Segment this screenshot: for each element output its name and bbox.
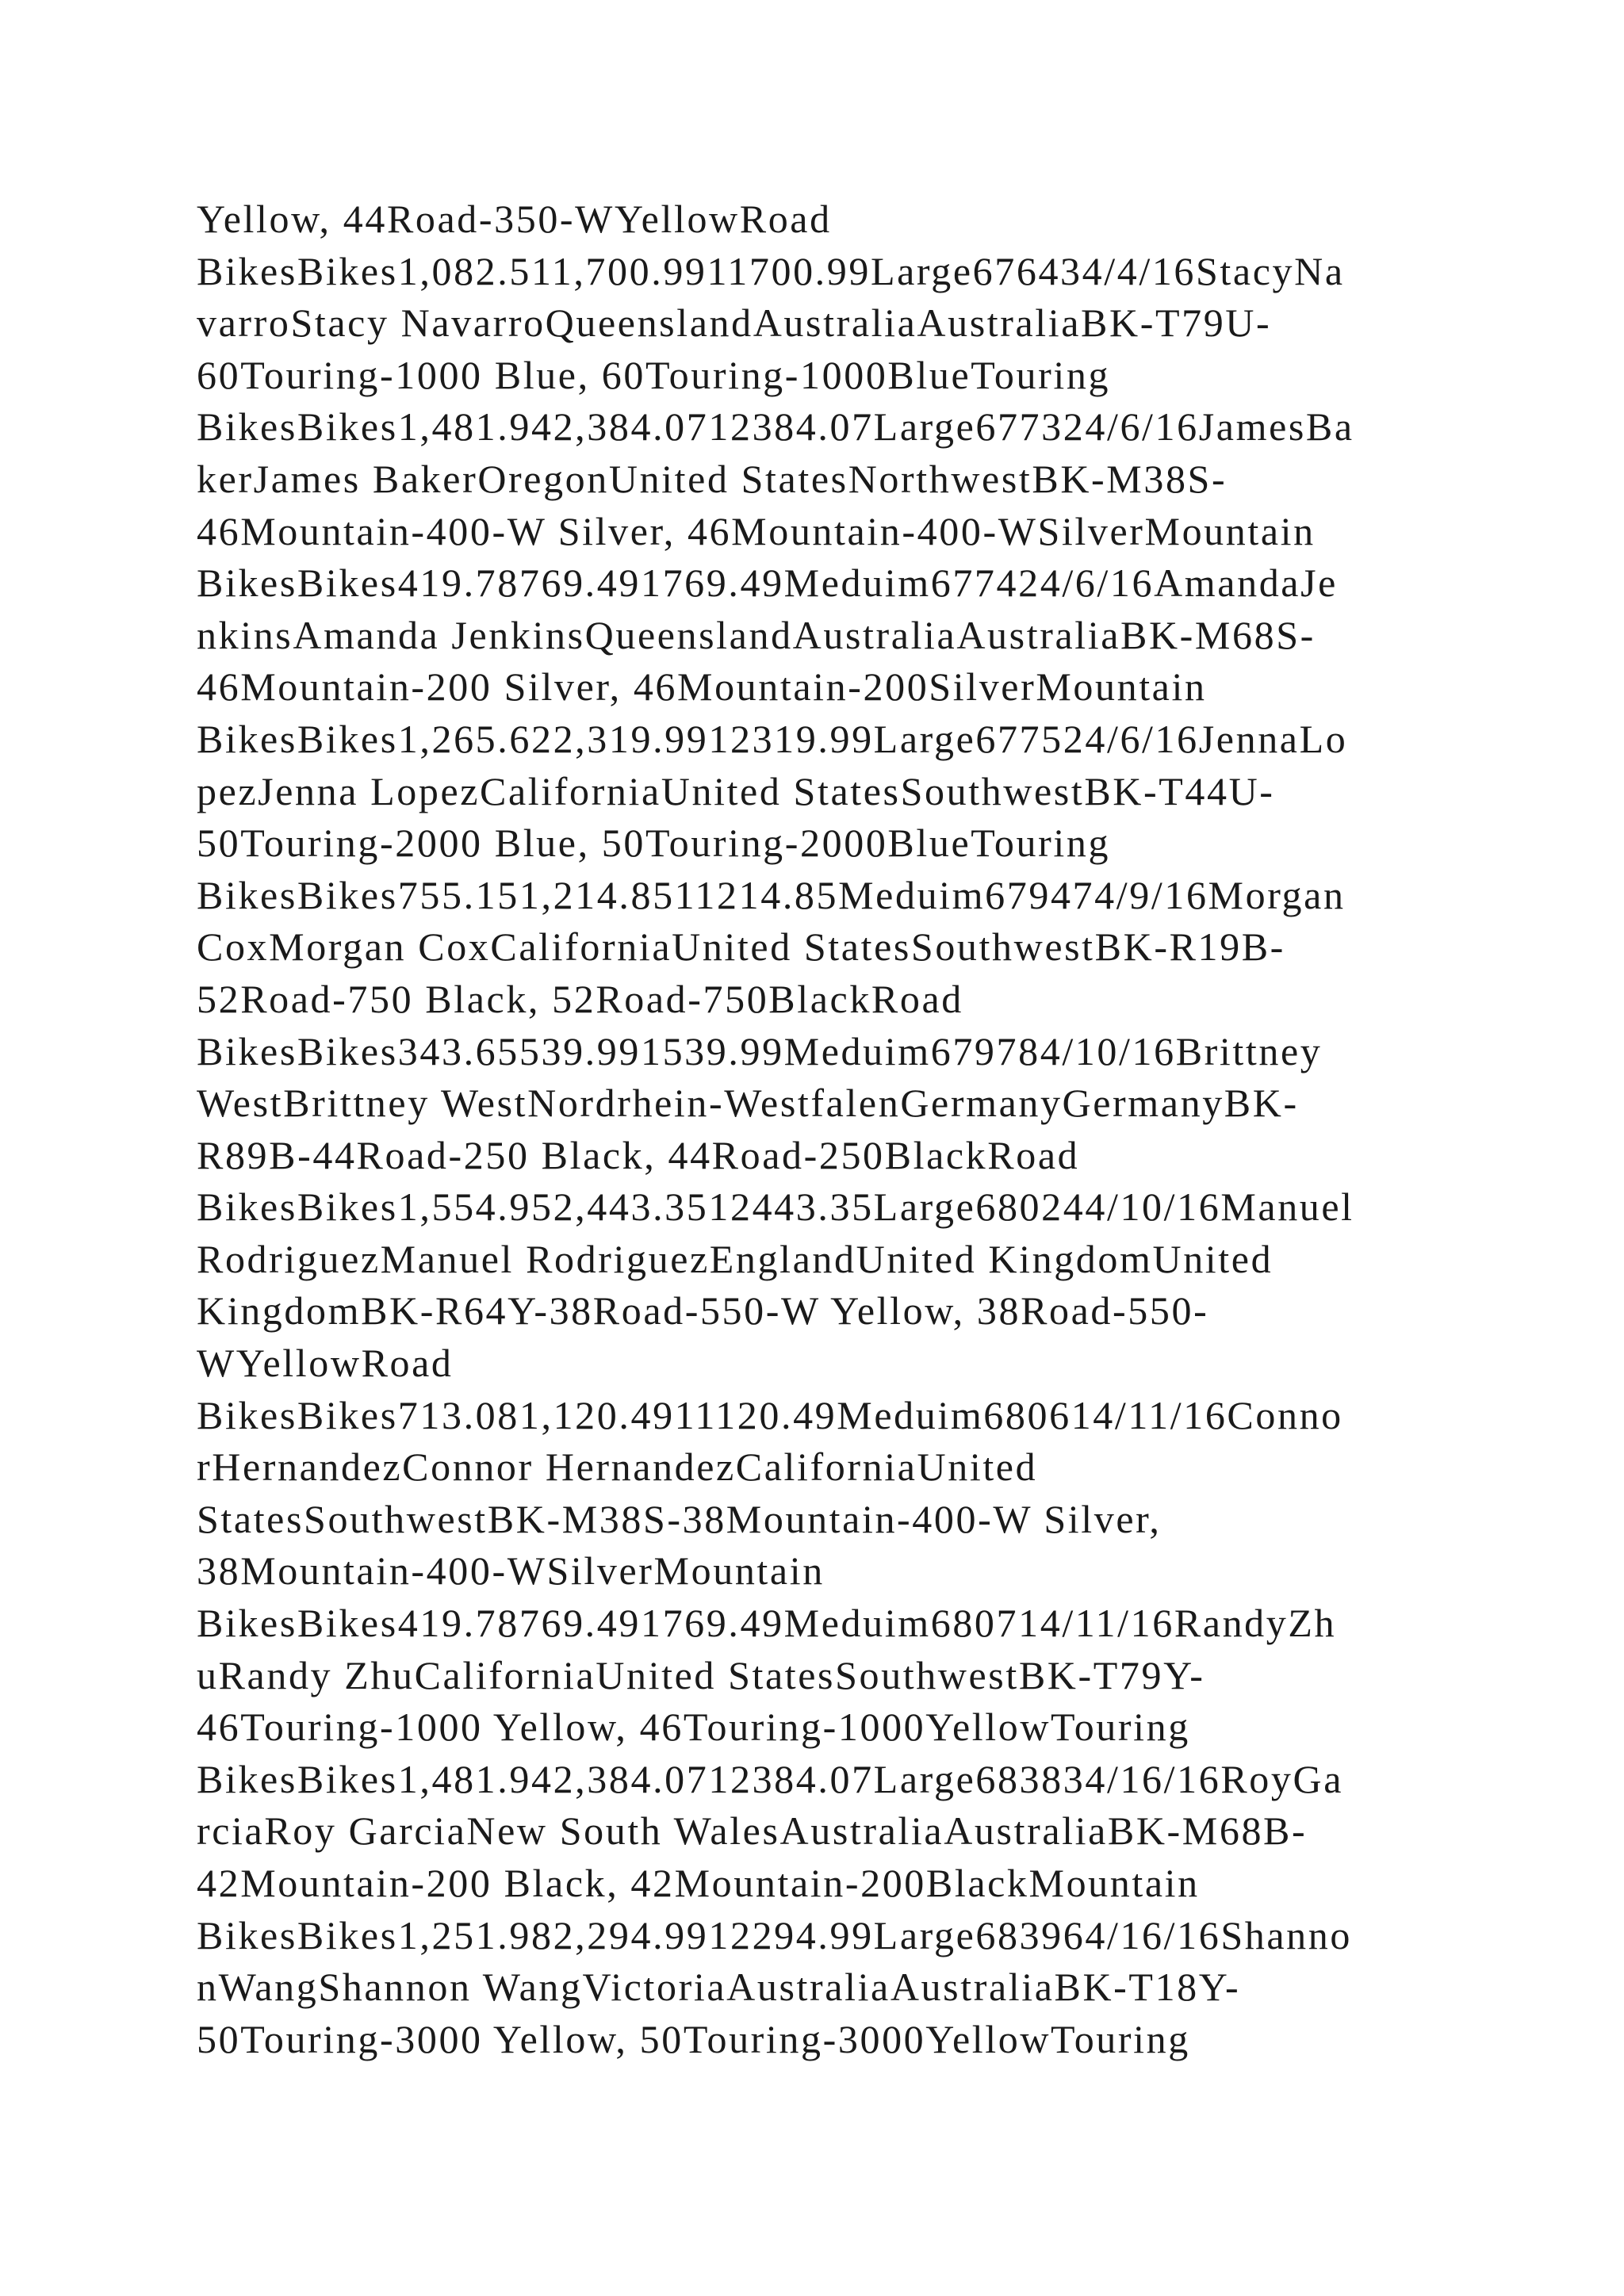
text-line: R89B-44Road-250 Black, 44Road-250BlackRoad [197,1132,1080,1177]
text-line: BikesBikes419.78769.491769.49Meduim680714/11/16RandyZh [197,1601,1337,1646]
text-line: 46Mountain-200 Silver, 46Mountain-200SilverMountain [197,664,1207,710]
text-line: 60Touring-1000 Blue, 60Touring-1000BlueTouring [197,352,1111,397]
text-line: 50Touring-3000 Yellow, 50Touring-3000YellowTouring [197,2016,1190,2061]
text-line: CoxMorgan CoxCaliforniaUnited StatesSouthwestBK-R19B- [197,924,1285,970]
text-line: 38Mountain-400-WSilverMountain [197,1548,825,1594]
text-line: KingdomBK-R64Y-38Road-550-W Yellow, 38Road-550- [197,1288,1209,1334]
text-line: Yellow, 44Road-350-WYellowRoad [197,197,832,241]
text-line: BikesBikes713.081,120.4911120.49Meduim680614/11/16Conno [197,1392,1343,1437]
text-line: WestBrittney WestNordrhein-WestfalenGermanyGermanyBK- [197,1081,1299,1126]
text-line: nWangShannon WangVictoriaAustraliaAustraliaBK-T18Y- [197,1965,1241,2010]
text-line: 52Road-750 Black, 52Road-750BlackRoad [197,976,963,1021]
text-line: BikesBikes1,554.952,443.3512443.35Large680244/10/16Manuel [197,1184,1354,1230]
text-line: WYellowRoad [197,1341,454,1386]
text-line: 42Mountain-200 Black, 42Mountain-200BlackMountain [197,1861,1200,1905]
text-line: 46Touring-1000 Yellow, 46Touring-1000YellowTouring [197,1705,1190,1750]
text-line: BikesBikes343.65539.991539.99Meduim679784/10/16Brittney [197,1028,1323,1073]
text-line: BikesBikes1,481.942,384.0712384.07Large683834/16/16RoyGa [197,1756,1343,1801]
text-line: BikesBikes1,082.511,700.9911700.99Large676434/4/16StacyNa [197,248,1345,293]
text-line: rHernandezConnor HernandezCaliforniaUnited [197,1445,1038,1490]
text-line: nkinsAmanda JenkinsQueenslandAustraliaAustraliaBK-M68S- [197,612,1316,657]
document-body-text [197,193,1465,2065]
text-line: 46Mountain-400-W Silver, 46Mountain-400-WSilverMountain [197,508,1316,553]
text-line: kerJames BakerOregonUnited StatesNorthwestBK-M38S- [197,456,1228,501]
text-line: StatesSouthwestBK-M38S-38Mountain-400-W Silver, [197,1496,1162,1541]
text-line: BikesBikes1,265.622,319.9912319.99Large677524/6/16JennaLo [197,716,1348,761]
text-line: 50Touring-2000 Blue, 50Touring-2000BlueTouring [197,821,1111,866]
text-line: BikesBikes1,251.982,294.9912294.99Large683964/16/16Shanno [197,1912,1352,1957]
text-line: varroStacy NavarroQueenslandAustraliaAustraliaBK-T79U- [197,300,1272,346]
text-line: RodriguezManuel RodriguezEnglandUnited KingdomUnited [197,1236,1274,1281]
text-line: pezJenna LopezCaliforniaUnited StatesSouthwestBK-T44U- [197,768,1275,813]
text-line: BikesBikes419.78769.491769.49Meduim677424/6/16AmandaJe [197,561,1338,606]
text-line: uRandy ZhuCaliforniaUnited StatesSouthwestBK-T79Y- [197,1652,1205,1697]
text-line: BikesBikes1,481.942,384.0712384.07Large677324/6/16JamesBa [197,404,1354,450]
text-line: rciaRoy GarciaNew South WalesAustraliaAustraliaBK-M68B- [197,1808,1308,1854]
text-line: BikesBikes755.151,214.8511214.85Meduim679474/9/16Morgan [197,872,1346,917]
